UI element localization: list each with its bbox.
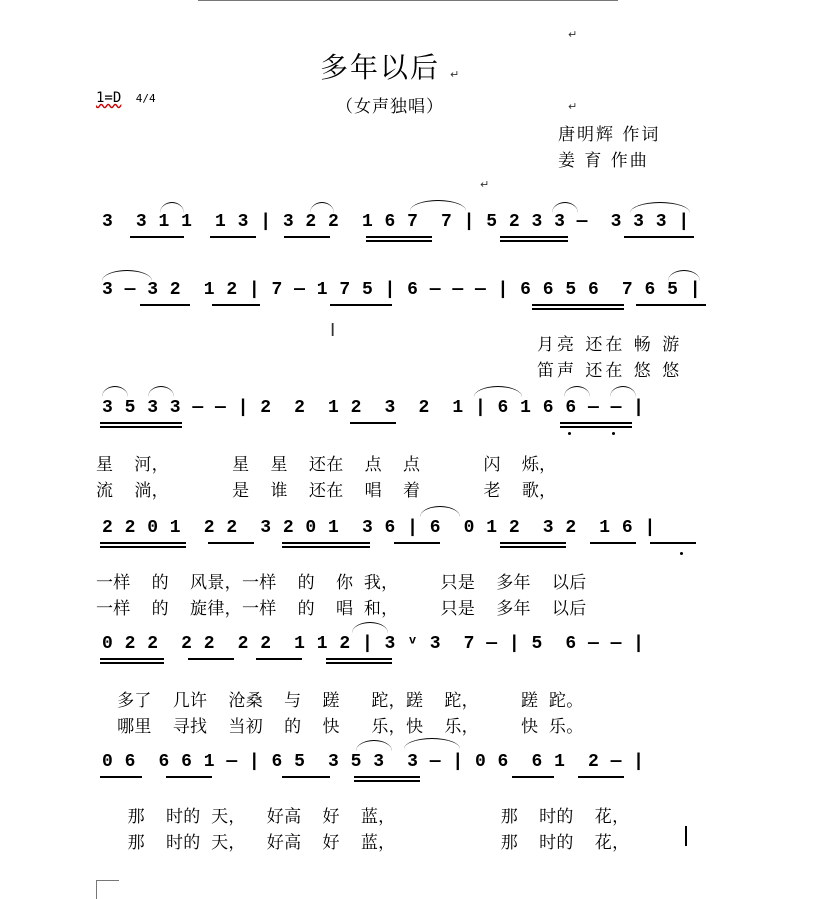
song-subtitle: （女声独唱） — [336, 97, 444, 117]
double-underline — [100, 422, 182, 428]
notation-line: 2 2 0 1 2 2 3 2 0 1 3 6 | 6 0 1 2 3 2 1 6 | — [102, 518, 656, 538]
lyric-verse2-line5: 哪里 寻找 当初 的 快 乐，快 乐， 快 乐。 — [96, 717, 584, 737]
lyricist-credit: 唐明辉 作词 — [558, 125, 661, 145]
notation-line: 3 3 1 1 1 3 | 3 2 2 1 6 7 7 | 5 2 3 3 — 3 3 3 | — [102, 212, 690, 232]
notation-line: 3 5 3 3 — — | 2 2 1 2 3 2 1 | 6 1 6 6 — — | — [102, 398, 645, 418]
slur — [148, 386, 174, 397]
underline — [624, 236, 694, 238]
key-text: 1=D — [96, 90, 122, 106]
double-underline — [100, 542, 186, 548]
underline — [282, 776, 330, 778]
low-octave-dot — [568, 432, 571, 435]
underline — [394, 542, 440, 544]
slur — [102, 270, 152, 281]
double-underline — [100, 658, 164, 664]
slur — [356, 740, 392, 751]
slur — [352, 622, 388, 633]
double-underline — [326, 658, 392, 664]
underline — [188, 658, 234, 660]
text-cursor: I — [330, 320, 336, 341]
text-insertion-caret — [685, 826, 687, 846]
score-row-5 — [0, 628, 816, 668]
lyric-verse1-line6: 那 时的 天， 好高 好 蓝， 那 时的 花， — [96, 807, 630, 827]
underline — [166, 776, 212, 778]
lyric-verse1-line5: 多了 几许 沧桑 与 蹉 跎，蹉 跎， 蹉 跎。 — [96, 691, 584, 711]
double-underline — [560, 422, 632, 428]
underline — [512, 776, 554, 778]
score-row-6 — [0, 746, 816, 786]
underline — [284, 236, 330, 238]
underline — [100, 776, 142, 778]
paragraph-mark: ↵ — [450, 68, 460, 81]
underline — [636, 304, 706, 306]
time-signature: 4/4 — [135, 92, 156, 105]
lyric-verse1-pickup: 月亮 还在 畅 游 — [537, 335, 683, 355]
paragraph-mark: ↵ — [568, 28, 578, 41]
lyric-verse2-line4: 一样 的 旋律，一样 的 唱 和， 只是 多年 以后 — [96, 599, 587, 619]
lyric-verse1-line4: 一样 的 风景，一样 的 你 我， 只是 多年 以后 — [96, 573, 587, 593]
slur — [564, 386, 590, 397]
lyric-verse2-line6: 那 时的 天， 好高 好 蓝， 那 时的 花， — [96, 833, 630, 853]
double-underline — [500, 542, 566, 548]
underline — [350, 422, 396, 424]
underline — [208, 542, 254, 544]
slur — [610, 386, 636, 397]
page-top-border — [198, 0, 618, 1]
low-octave-dot — [612, 432, 615, 435]
double-underline — [354, 776, 420, 782]
underline — [256, 658, 302, 660]
score-row-3 — [0, 392, 816, 432]
triplet-bracket — [630, 202, 690, 213]
slur — [404, 738, 460, 749]
underline — [210, 236, 256, 238]
composer-credit: 姜 育 作曲 — [558, 151, 649, 171]
slur — [102, 386, 128, 397]
lyric-verse1-line3: 星 河， 星 星 还在 点 点 闪 烁， — [96, 455, 557, 475]
underline — [212, 304, 260, 306]
slur — [420, 506, 460, 517]
slur — [552, 202, 578, 213]
page-corner-mark — [96, 880, 119, 899]
double-underline — [500, 236, 568, 242]
double-underline — [366, 236, 432, 242]
key-signature — [96, 90, 156, 106]
slur — [160, 202, 184, 213]
lyric-verse2-line3: 流 淌， 是 谁 还在 唱 着 老 歌， — [96, 481, 557, 501]
song-title: 多年以后 — [320, 51, 441, 84]
double-underline — [532, 304, 624, 310]
score-row-4 — [0, 512, 816, 552]
underline — [330, 304, 392, 306]
notation-line: 0 6 6 6 1 — | 6 5 3 5 3 3 — | 0 6 6 1 2 — | — [102, 752, 645, 772]
slur — [410, 200, 466, 211]
underline — [140, 304, 190, 306]
slur — [474, 386, 522, 397]
paragraph-mark: ↵ — [568, 100, 578, 113]
underline — [130, 236, 184, 238]
lyric-verse2-pickup: 笛声 还在 悠 悠 — [537, 361, 683, 381]
underline — [650, 542, 696, 544]
score-row-1 — [0, 206, 816, 246]
notation-line: 0 2 2 2 2 2 2 1 1 2 | 3 ᵛ 3 7 — | 5 6 — — | — [102, 634, 645, 654]
paragraph-mark: ↵ — [480, 178, 490, 191]
underline — [590, 542, 636, 544]
slur — [310, 202, 334, 213]
double-underline — [282, 542, 370, 548]
slur — [668, 270, 700, 281]
low-octave-dot — [680, 552, 683, 555]
score-row-2 — [0, 274, 816, 314]
underline — [578, 776, 624, 778]
notation-line: 3 — 3 2 1 2 | 7 — 1 7 5 | 6 — — — | 6 6 5 6 7 6 5 | — [102, 280, 701, 300]
